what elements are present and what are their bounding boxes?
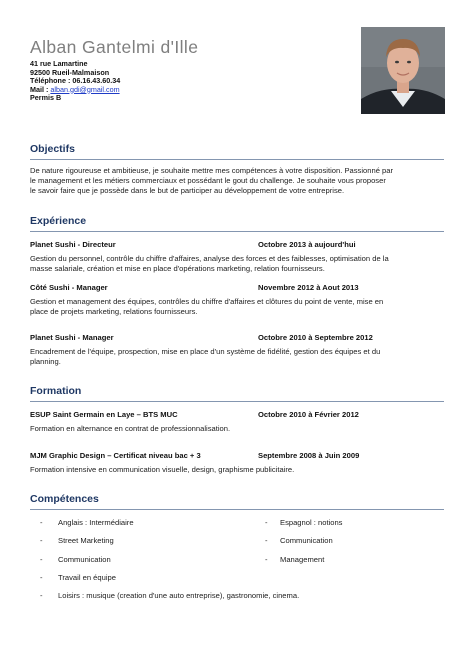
formation-description: Formation intensive en communication visuelle, design, graphisme publicitaire. [30,465,295,474]
bullet-dash: - [40,518,43,527]
job-description-line: masse salariale, création et mise en place d'opérations marketing, relation fournisseurs. [30,263,325,273]
objectifs-line: le savoir faire que je possède dans le but de participer au développement de votre entreprise. [30,185,345,195]
objectifs-line: De nature rigoureuse et ambitieuse, je souhaite mettre mes compétences à votre disposition. Passionné par [30,166,394,175]
skill-item: Management [280,555,325,564]
candidate-name: Alban Gantelmi d'Ille [30,37,199,57]
skill-item: Communication [280,536,333,545]
section-title-competences: Compétences [30,493,99,505]
section-title-experience: Expérience [30,215,87,227]
section-title-formation: Formation [30,385,82,397]
license-line: Permis B [30,93,62,102]
job-date: Octobre 2013 à aujourd'hui [258,240,356,249]
job-description [30,297,450,317]
section-divider [30,401,444,402]
mail-link[interactable]: alban.gdi@gmail.com [50,84,120,94]
job-date: Novembre 2012 à Aout 2013 [258,283,359,292]
skill-item: Anglais : Intermédiaire [58,518,134,527]
skill-item: Loisirs : musique (creation d'une auto entreprise), gastronomie, cinema. [58,591,300,600]
formation-date: Octobre 2010 à Février 2012 [258,410,359,419]
skill-item: Travail en équipe [58,573,116,582]
job-title: Planet Sushi - Manager [30,333,114,342]
bullet-dash: - [265,555,268,564]
bullet-dash: - [40,591,43,600]
job-title: Planet Sushi - Directeur [30,240,116,249]
section-divider [30,231,444,232]
job-description-line: Gestion du personnel, contrôle du chiffre d'affaires, analyse des forces et des faiblesses, optimisation de la [30,254,389,263]
objectifs-line: le management et les métiers commerciaux et possédant le gout du challenge. Je souhaite vous proposer [30,175,386,185]
bullet-dash: - [265,518,268,527]
section-title-objectifs: Objectifs [30,143,75,155]
phone-line: Téléphone : 06.16.43.60.34 [30,76,121,85]
job-description [30,254,450,274]
profile-photo [361,27,445,114]
objectifs-text [30,166,450,195]
formation-school: MJM Graphic Design – Certificat niveau bac + 3 [30,451,201,460]
job-description-line: place de projets marketing, relations fournisseurs. [30,306,198,316]
formation-school: ESUP Saint Germain en Laye – BTS MUC [30,410,178,419]
job-description [30,347,450,367]
bullet-dash: - [40,573,43,582]
job-description-line: Gestion et management des équipes, contrôles du chiffre d'affaires et clôtures du point de vente, mise en [30,297,384,306]
skill-item: Street Marketing [58,536,114,545]
formation-date: Septembre 2008 à Juin 2009 [258,451,360,460]
skill-item: Communication [58,555,111,564]
address-line-2: 92500 Rueil-Malmaison [30,67,110,77]
mail-label: Mail : [30,84,51,94]
skill-item: Espagnol : notions [280,518,343,527]
section-divider [30,509,444,510]
bullet-dash: - [265,536,268,545]
bullet-dash: - [40,536,43,545]
bullet-dash: - [40,555,43,564]
job-date: Octobre 2010 à Septembre 2012 [258,333,373,342]
formation-description: Formation en alternance en contrat de professionnalisation. [30,424,231,433]
section-divider [30,159,444,160]
job-description-line: Encadrement de l'équipe, prospection, mise en place d'un système de fidélité, gestion des équipes et du [30,347,381,356]
job-title: Côté Sushi - Manager [30,283,108,292]
job-description-line: planning. [30,356,61,366]
address-line-1: 41 rue Lamartine [30,59,88,68]
